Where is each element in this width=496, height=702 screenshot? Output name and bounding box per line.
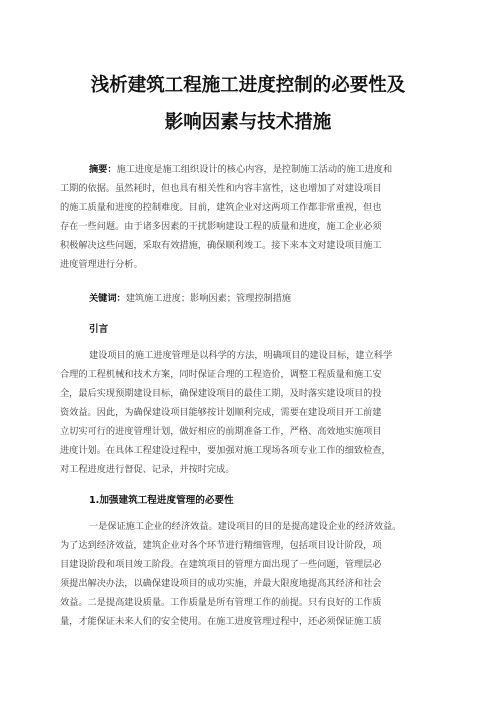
keywords-line [89, 292, 291, 305]
document-title-line-2: 影响因素与技术措施 [164, 112, 332, 133]
paragraph-line: 全，最后实现预期建设目标，确保建设项目的最佳工期，及时落实建设项目的投 [60, 388, 382, 399]
abstract-line: 施工进度是施工组织设计的核心内容，是控制施工活动的施工进度和 [116, 164, 393, 175]
paragraph-line: 为了达到经济效益，建筑企业对各个环节进行精细管理，包括项目设计阶段，项 [60, 540, 382, 551]
paragraph-line: 目建设阶段和项目竣工阶段。在建筑项目的管理方面出现了一些问题，管理层必 [60, 559, 382, 570]
abstract-line: 积极解决这些问题，采取有效措施，确保顺利竣工。接下来本文对建设项目施工 [60, 240, 382, 251]
section-1-heading: 1.加强建筑工程进度管理的必要性 [89, 495, 234, 506]
paragraph-line: 效益。二是提高建设质量。工作质量是所有管理工作的前提。只有良好的工作质 [60, 597, 382, 608]
paragraph-line: 须提出解决办法，以确保建设项目的成功实施，并最大限度地提高其经济和社会 [60, 578, 382, 589]
paragraph-line: 合理的工程机械和技术方案，同时保证合理的工程造价，调整工程质量和施工安 [60, 369, 382, 380]
paragraph-line: 建设项目的施工进度管理是以科学的方法，明确项目的建设目标，建立科学 [89, 350, 393, 361]
paragraph-line: 进度计划。在具体工程建设过程中，要加强对施工现场各项专业工作的细致检查， [60, 445, 391, 456]
abstract-line: 存在一些问题。由于诸多因素的干扰影响建设工程的质量和进度，施工企业必须 [60, 221, 382, 232]
keywords-text: 建筑施工进度；影响因素；管理控制措施 [125, 293, 292, 304]
intro-heading: 引言 [89, 324, 109, 335]
abstract-line: 的施工质量和进度的控制难度。目前，建筑企业对这两项工作都非常重视，但也 [60, 202, 382, 213]
paragraph-line: 量，才能保证未来人们的安全使用。在施工进度管理过程中，还必须保证施工质 [60, 616, 382, 627]
keywords-label: 关键词： [89, 293, 126, 304]
abstract-line: 进度管理进行分析。 [60, 259, 143, 270]
paragraph-line: 立切实可行的进度管理计划，做好相应的前期准备工作，严格、高效地实施项目 [60, 426, 382, 437]
paragraph-line: 对工程进度进行督促、记录，并按时完成。 [60, 464, 235, 475]
abstract-line: 工期的依据。虽然耗时，但也具有相关性和内容丰富性，这也增加了对建设项目 [60, 183, 382, 194]
document-title-line-1: 浅析建筑工程施工进度控制的必要性及 [90, 75, 406, 96]
paragraph-line: 一是保证施工企业的经济效益。建设项目的目的是提高建设企业的经济效益。 [89, 521, 402, 532]
abstract-label: 摘要： [89, 164, 117, 175]
paragraph-line: 资效益。因此，为确保建设项目能够按计划顺利完成，需要在建设项目开工前建 [60, 407, 382, 418]
abstract-first-line [89, 163, 392, 176]
